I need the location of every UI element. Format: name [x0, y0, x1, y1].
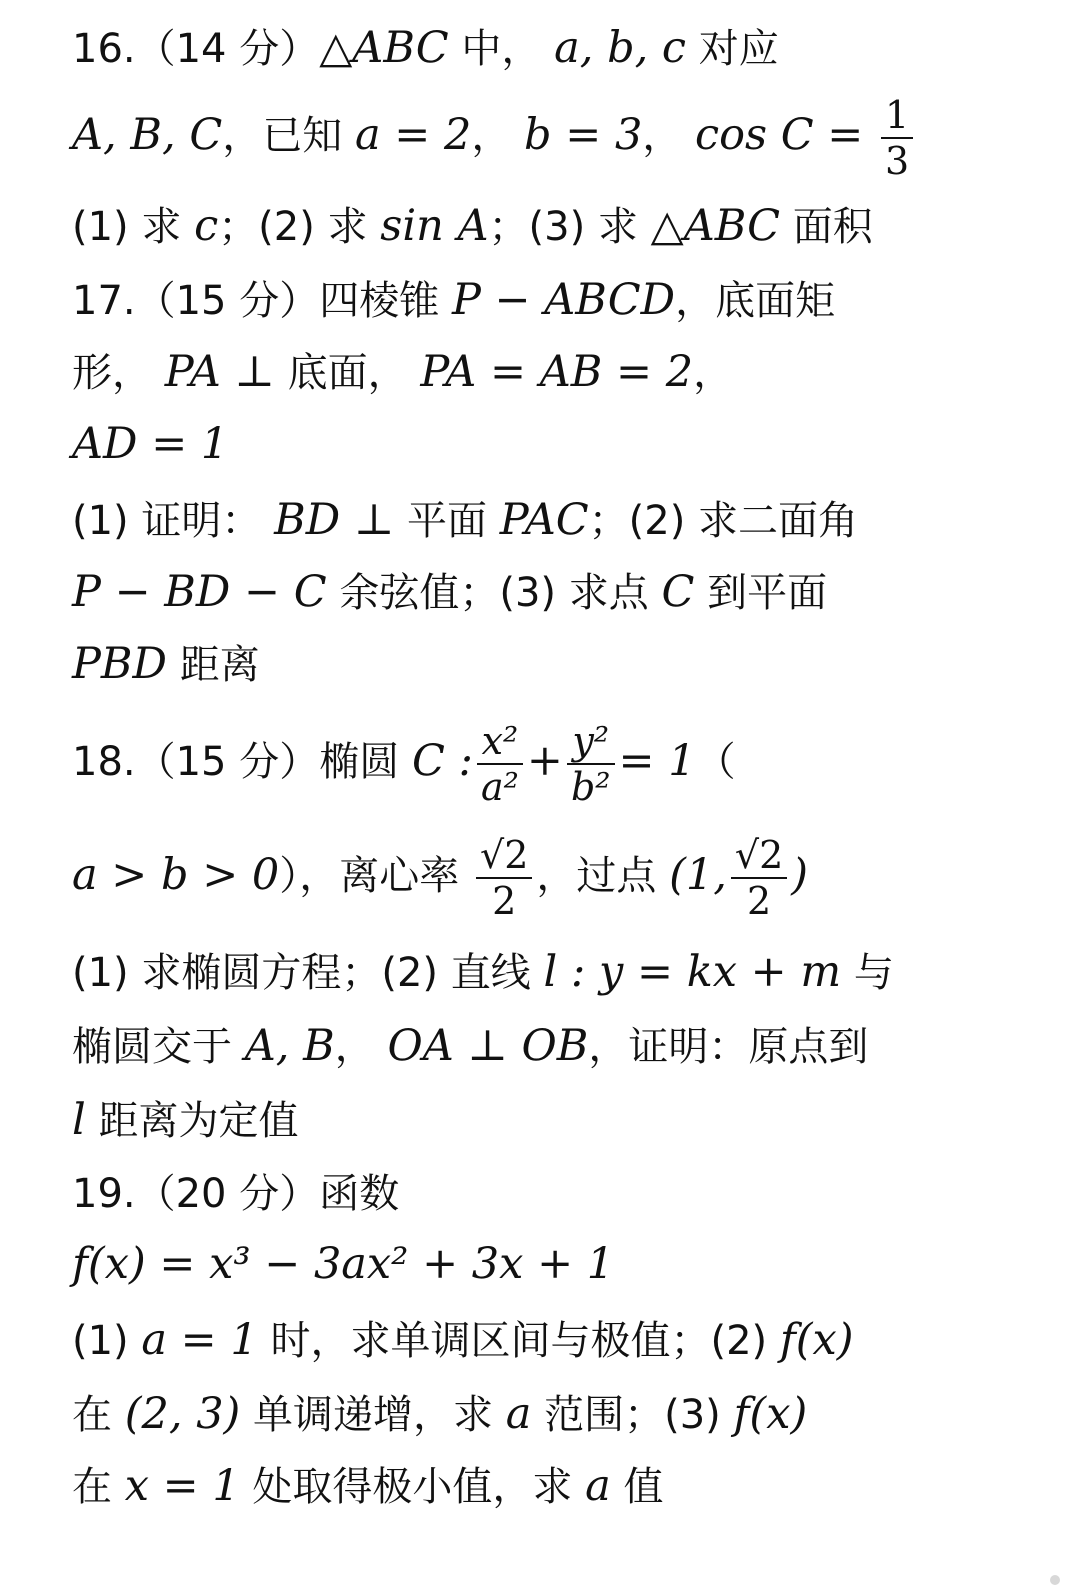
dihedral-angle: P − BD − C	[72, 567, 327, 617]
plane-pac: PAC	[499, 495, 589, 545]
pa-perp: PA ⊥	[164, 347, 275, 397]
plus-sign: +	[526, 736, 563, 786]
cos-c: cos C =	[695, 110, 877, 160]
text: ，	[334, 1024, 388, 1070]
pa-ab-equal: PA = AB = 2	[420, 347, 694, 397]
text: ；(2) 求	[218, 204, 381, 250]
text: 距离	[167, 642, 260, 688]
denominator: 2	[492, 879, 517, 923]
text: 余弦值；(3) 求点	[326, 570, 662, 616]
var-a: a	[505, 1389, 532, 1439]
problem-19-questions-2	[72, 1378, 807, 1450]
text: 范围；(3)	[531, 1392, 734, 1438]
text: 面积	[780, 204, 873, 250]
fx: f(x)	[779, 1315, 854, 1365]
points-ab: A, B	[244, 1021, 335, 1071]
problem-18-questions-2	[72, 1010, 868, 1082]
text: ，	[471, 113, 525, 159]
text: 到平面	[694, 570, 828, 616]
text: ；(3) 求	[488, 204, 651, 250]
var-c: c	[194, 201, 219, 251]
text: 形，	[72, 350, 165, 396]
ellipse-c: C :	[411, 736, 474, 786]
numerator: √2	[476, 833, 532, 879]
given-b: b = 3	[524, 110, 643, 160]
var-l: l	[72, 1095, 86, 1145]
problem-17-questions-2	[72, 556, 827, 628]
triangle-abc: △ABC	[650, 201, 781, 251]
text: 处取得极小值，求	[239, 1464, 586, 1510]
point-close: )	[791, 850, 809, 900]
text: (1)	[72, 1318, 142, 1364]
text: 值	[610, 1464, 664, 1510]
point-open: (1,	[669, 850, 727, 900]
problem-17-questions-1	[72, 484, 858, 556]
problem-16-heading: 16.（14 分）	[72, 26, 320, 72]
fraction-point-y	[731, 833, 787, 923]
denominator: a²	[481, 765, 519, 809]
text: ，	[642, 113, 696, 159]
problem-19-questions-3	[72, 1450, 664, 1522]
function-fx: f(x) = x³ − 3ax² + 3x + 1	[72, 1239, 615, 1289]
sides-abc: a, b, c	[554, 23, 687, 73]
numerator: x²	[477, 719, 523, 765]
text: 在	[72, 1464, 125, 1510]
ad-equal: AD = 1	[72, 419, 229, 469]
oa-perp-ob: OA ⊥ OB	[387, 1021, 589, 1071]
condition-a-b: a > b > 0	[72, 850, 280, 900]
fraction-one-third	[881, 93, 913, 183]
problem-18-questions-3	[72, 1084, 298, 1156]
fraction-eccentricity	[476, 833, 532, 923]
text: ；(2) 求二面角	[588, 498, 859, 544]
interval-2-3: (2, 3)	[124, 1389, 241, 1439]
sin-a: sin A	[380, 201, 489, 251]
numerator: √2	[731, 833, 787, 879]
text: （	[695, 739, 736, 785]
denominator: b²	[570, 765, 611, 809]
line-l: l : y = kx + m	[543, 947, 842, 997]
problem-18-line-1	[72, 706, 736, 816]
text: 中，	[448, 26, 555, 72]
x-equals-1: x = 1	[124, 1461, 240, 1511]
text: 在	[72, 1392, 125, 1438]
problem-19-function	[72, 1228, 614, 1300]
text: 对应	[686, 26, 779, 72]
point-c: C	[661, 567, 695, 617]
corner-dot	[1050, 1575, 1060, 1585]
text: ，证明：原点到	[588, 1024, 869, 1070]
problem-16-line-2	[72, 80, 917, 190]
problem-17-heading: 17.（15 分）四棱锥	[72, 278, 452, 324]
fraction-x2-a2	[477, 719, 523, 809]
fx: f(x)	[733, 1389, 808, 1439]
text: 时，求单调区间与极值；(2)	[257, 1318, 780, 1364]
problem-18-questions-1	[72, 936, 894, 1008]
text: 椭圆交于	[72, 1024, 245, 1070]
pyramid-name: P − ABCD	[451, 275, 676, 325]
triangle-abc: △ABC	[319, 23, 449, 73]
problem-19-heading: 19.（20 分）函数	[72, 1171, 400, 1217]
text: ），离心率	[279, 853, 472, 899]
bd-perp: BD ⊥	[274, 495, 395, 545]
angles-abc: A, B, C	[72, 110, 223, 160]
text: 距离为定值	[85, 1098, 299, 1144]
problem-16-line-1	[72, 12, 779, 84]
numerator: 1	[881, 93, 913, 139]
given-a: a = 2	[354, 110, 472, 160]
text: ，已知	[222, 113, 355, 159]
problem-19-heading-line	[72, 1158, 399, 1230]
problem-16-questions	[72, 190, 873, 262]
text: ，底面矩	[675, 278, 836, 324]
var-a: a	[585, 1461, 611, 1511]
problem-19-questions-1	[72, 1304, 854, 1376]
fraction-y2-b2	[567, 719, 615, 809]
text: (1) 求椭圆方程；(2) 直线	[72, 950, 544, 996]
text: 底面，	[274, 350, 421, 396]
problem-18-line-2	[72, 820, 808, 930]
numerator: y²	[567, 719, 615, 765]
denominator: 3	[885, 139, 910, 183]
text: 与	[841, 950, 894, 996]
equals-one: = 1	[618, 736, 696, 786]
problem-17-line-3	[72, 408, 228, 480]
text: ，	[693, 350, 734, 396]
plane-pbd: PBD	[72, 639, 168, 689]
text: ，过点	[536, 853, 670, 899]
text: 单调递增，求	[240, 1392, 506, 1438]
a-equals-1: a = 1	[141, 1315, 258, 1365]
text: (1) 证明：	[72, 498, 275, 544]
denominator: 2	[747, 879, 772, 923]
problem-17-line-1	[72, 264, 835, 336]
problem-17-questions-3	[72, 628, 260, 700]
problem-18-heading: 18.（15 分）椭圆	[72, 739, 412, 785]
text: (1) 求	[72, 204, 195, 250]
problem-17-line-2	[72, 336, 733, 408]
text: 平面	[394, 498, 500, 544]
